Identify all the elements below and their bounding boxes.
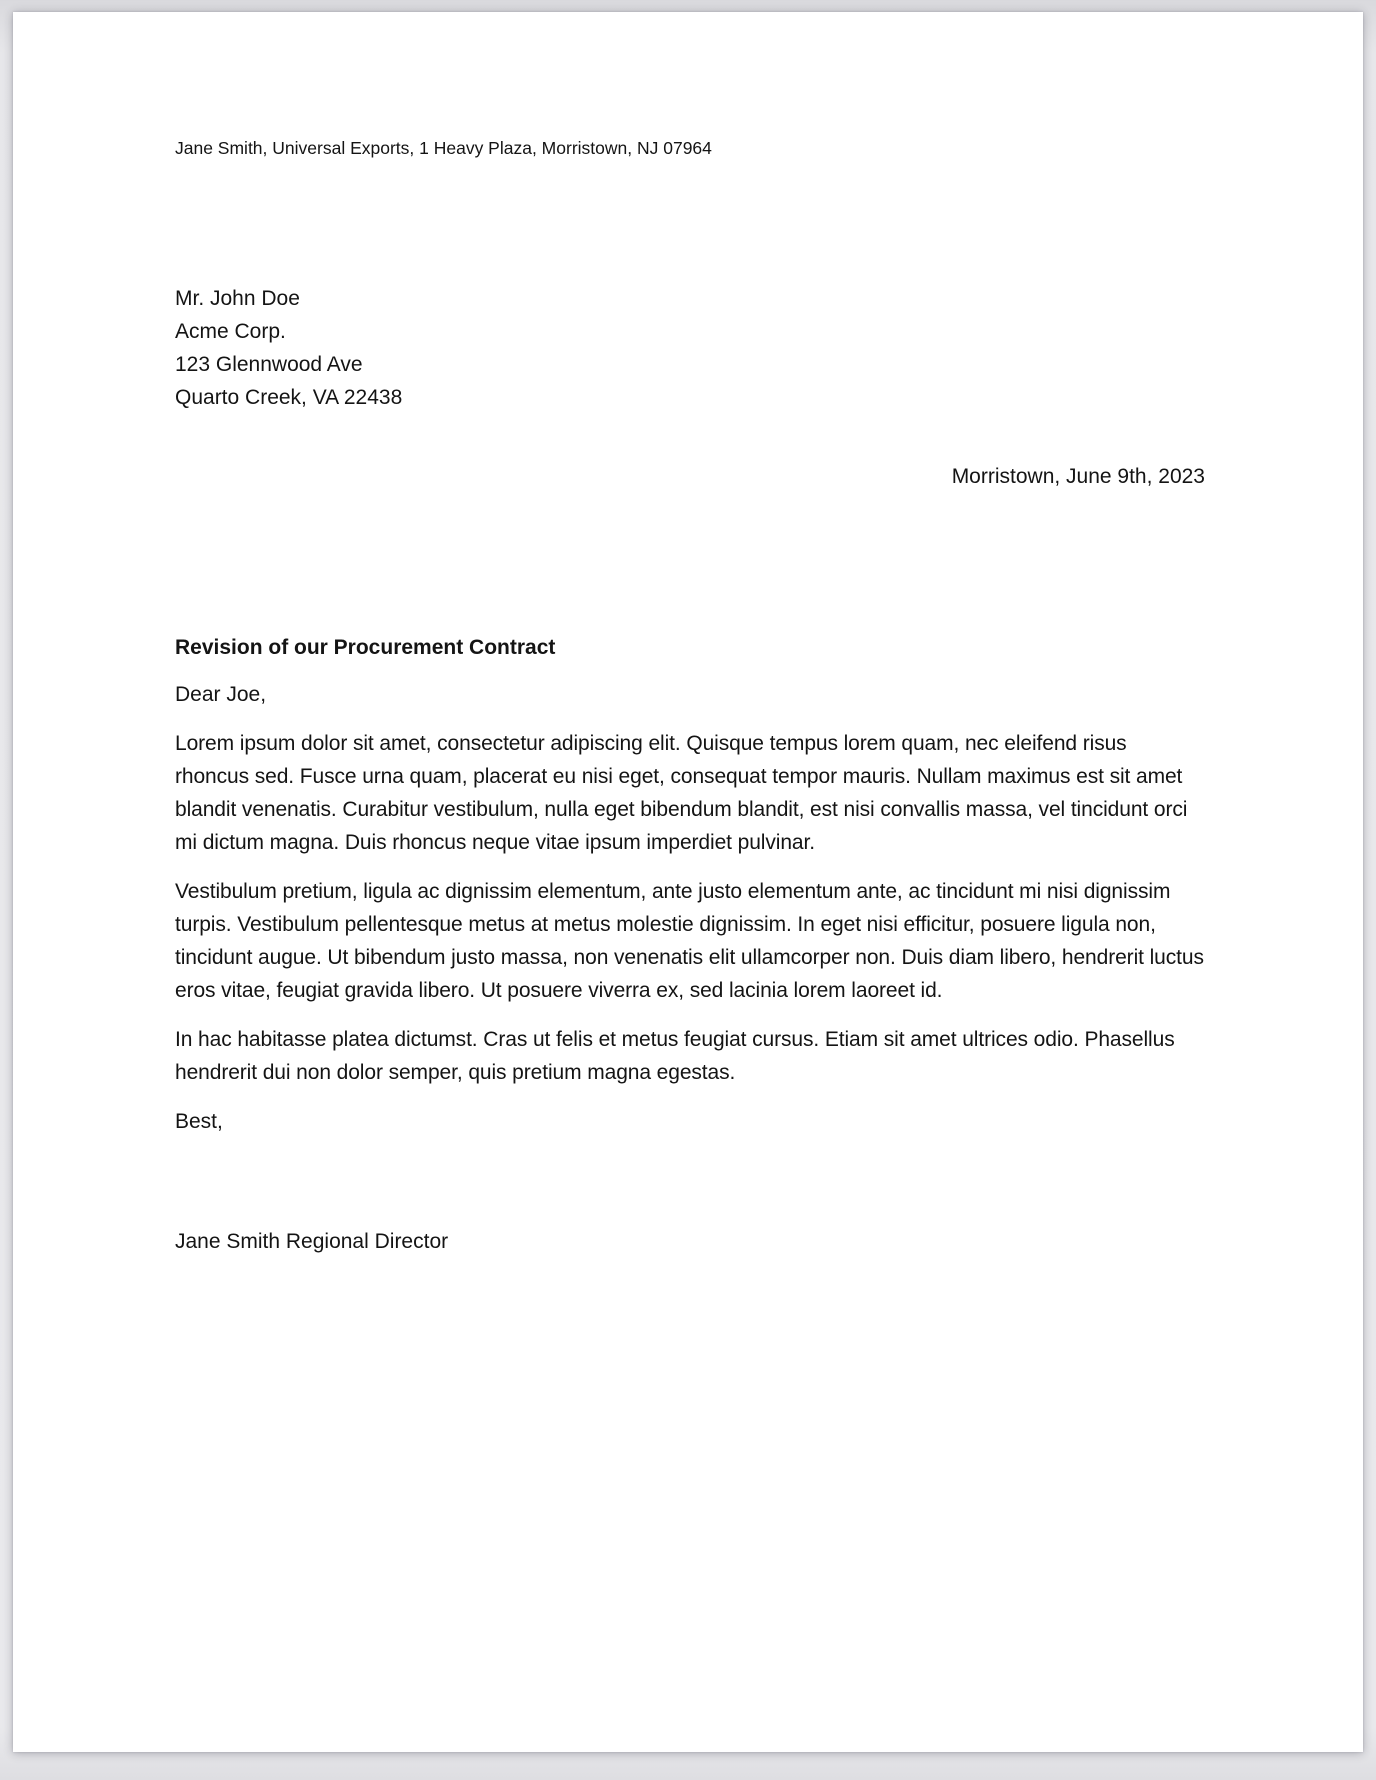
recipient-street: 123 Glennwood Ave	[175, 353, 363, 376]
body-paragraph-3: In hac habitasse platea dictumst. Cras ut felis et metus feugiat cursus. Etiam sit amet ultrices odio. Phasellus hendrerit dui non dolor semper, quis pretium magna egestas.	[175, 1028, 1175, 1084]
signature-line: Jane Smith Regional Director	[175, 1230, 449, 1253]
place-and-date-line: Morristown, June 9th, 2023	[951, 465, 1205, 488]
letter-page	[13, 12, 1363, 1752]
subject-line: Revision of our Procurement Contract	[175, 636, 556, 659]
body-paragraph-2: Vestibulum pretium, ligula ac dignissim elementum, ante justo elementum ante, ac tincidunt mi nisi dignissim turpis. Vestibulum pellentesque metus at metus molestie dignissim. In eget nisi efficitur, posuere ligula non, tincidunt augue. Ut bibendum justo massa, non venenatis elit ullamcorper non. Duis diam libero, hendrerit luctus eros vitae, feugiat gravida libero. Ut posuere viverra ex, sed lacinia lorem laoreet id.	[175, 880, 1204, 1002]
recipient-address-block	[175, 282, 1205, 414]
recipient-company: Acme Corp.	[175, 320, 286, 343]
recipient-city-state-zip: Quarto Creek, VA 22438	[175, 386, 403, 409]
recipient-name: Mr. John Doe	[175, 287, 300, 310]
body-paragraph-1: Lorem ipsum dolor sit amet, consectetur adipiscing elit. Quisque tempus lorem quam, nec eleifend risus rhoncus sed. Fusce urna quam, placerat eu nisi eget, consequat tempor mauris. Nullam maximus est sit amet blandit venenatis. Curabitur vestibulum, nulla eget bibendum blandit, est nisi convallis massa, vel tincidunt orci mi dictum magna. Duis rhoncus neque vitae ipsum imperdiet pulvinar.	[175, 732, 1188, 854]
document-background	[0, 12, 1376, 1780]
sender-address-line: Jane Smith, Universal Exports, 1 Heavy Plaza, Morristown, NJ 07964	[175, 138, 712, 158]
salutation: Dear Joe,	[175, 683, 267, 706]
closing-line: Best,	[175, 1110, 223, 1133]
